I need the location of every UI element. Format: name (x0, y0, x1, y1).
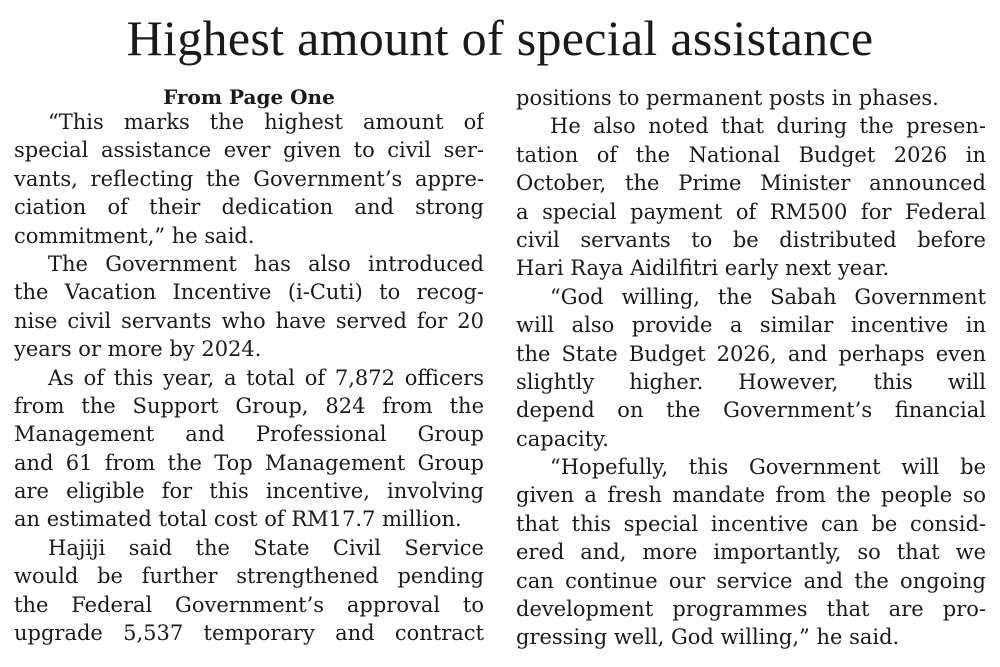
text-line: that this special incentive can be consid- (516, 511, 986, 536)
text-line: an estimated total cost of RM17.7 million. (14, 507, 462, 532)
text-line: tation of the National Budget 2026 in (516, 142, 986, 167)
article-column-right (516, 84, 986, 652)
text-line: The Government has also introduced (48, 251, 484, 276)
text-line: Management and Professional Group (14, 422, 484, 447)
text-line: depend on the Government’s financial (516, 398, 986, 423)
text-line: from the Support Group, 824 from the (14, 393, 484, 418)
text-line: commitment,” he said. (14, 223, 255, 248)
text-line: As of this year, a total of 7,872 officers (48, 365, 484, 390)
text-line: and 61 from the Top Management Group (14, 450, 484, 475)
text-line: slightly higher. However, this will (516, 369, 986, 394)
continuation-kicker: From Page One (163, 85, 335, 109)
text-line: are eligible for this incentive, involving (14, 479, 484, 504)
text-line: ciation of their dedication and strong (14, 195, 484, 220)
text-line: capacity. (516, 426, 609, 451)
text-line: special assistance ever given to civil ser- (14, 138, 484, 163)
text-line: ered and, more importantly, so that we (516, 540, 986, 565)
left-column-text (14, 108, 484, 647)
text-line: “This marks the highest amount of (48, 110, 484, 134)
text-line: gressing well, God willing,” he said. (516, 625, 900, 650)
text-line: will also provide a similar incentive in (516, 313, 986, 338)
text-line: upgrade 5,537 temporary and contract (14, 621, 484, 646)
text-line: October, the Prime Minister announced (516, 171, 986, 196)
text-line: given a fresh mandate from the people so (516, 483, 986, 508)
text-line: years or more by 2024. (14, 337, 262, 362)
text-line: development programmes that are pro- (516, 597, 986, 622)
text-line: “Hopefully, this Government will be (550, 455, 986, 480)
text-line: the Federal Government’s approval to (14, 592, 484, 617)
headline: Highest amount of special assistance (126, 10, 874, 66)
text-line: can continue our service and the ongoing (516, 568, 986, 593)
text-line: Hari Raya Aidilfitri early next year. (516, 256, 890, 281)
text-line: vants, reflecting the Government’s appre- (14, 166, 484, 191)
text-line: a special payment of RM500 for Federal (516, 199, 986, 224)
text-line: Hajiji said the State Civil Service (48, 535, 484, 560)
text-line: nise civil servants who have served for 20 (14, 308, 484, 333)
text-line: civil servants to be distributed before (516, 227, 986, 252)
text-line: positions to permanent posts in phases. (516, 86, 939, 110)
text-line: He also noted that during the presen- (550, 114, 986, 139)
text-line: “God willing, the Sabah Government (550, 284, 986, 309)
article-column-left (14, 84, 484, 647)
text-line: the Vacation Incentive (i-Cuti) to recog- (14, 280, 484, 305)
text-line: the State Budget 2026, and perhaps even (516, 341, 986, 366)
text-line: would be further strengthened pending (14, 564, 484, 589)
right-column-text (516, 84, 986, 652)
